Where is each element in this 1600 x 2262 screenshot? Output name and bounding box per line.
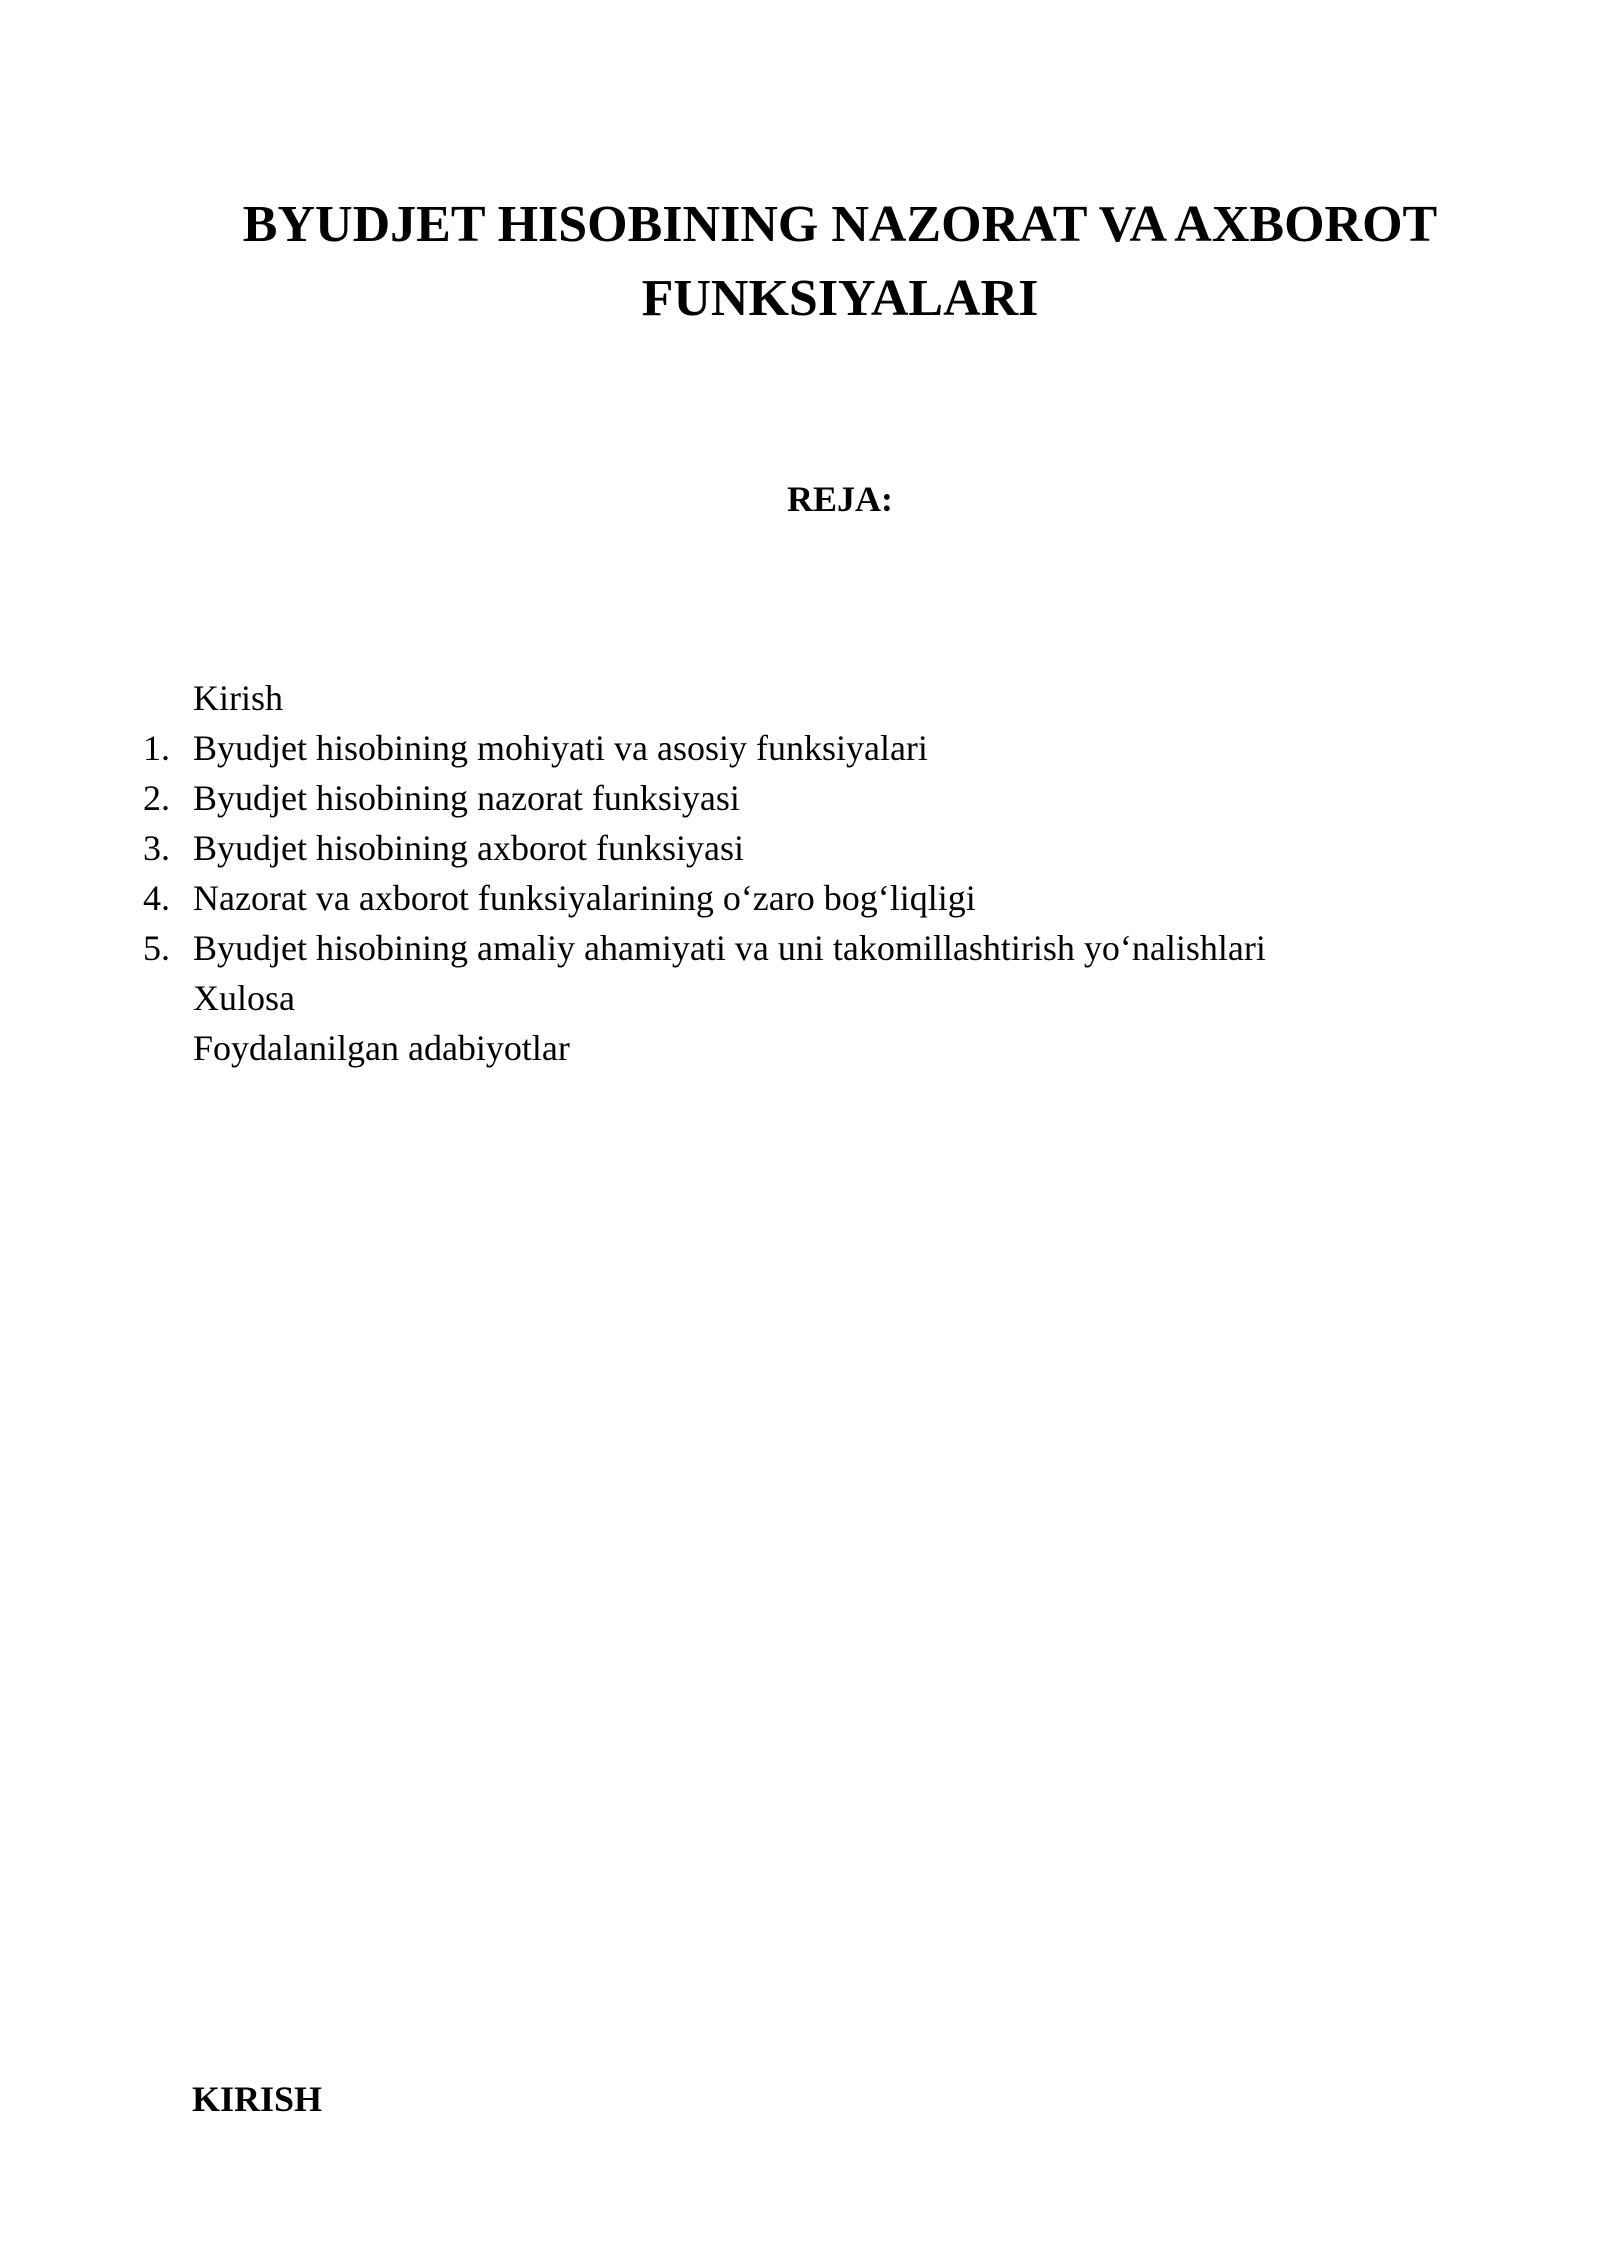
toc-item-1 — [0, 723, 1600, 773]
title-line-1: BYUDJET HISOBINING NAZORAT VA AXBOROT — [242, 196, 1438, 253]
toc-item-text: Xulosa — [193, 978, 295, 1018]
toc-item-text: Kirish — [193, 678, 283, 718]
toc-item-number: 5. — [143, 928, 170, 968]
toc-item-text: Foydalanilgan adabiyotlar — [193, 1028, 570, 1068]
toc-item-number: 2. — [143, 778, 170, 818]
toc-item-conclusion — [0, 973, 1600, 1023]
toc-item-number: 1. — [143, 728, 170, 768]
section-heading-introduction: KIRISH — [192, 2079, 323, 2119]
toc-item-5 — [0, 923, 1600, 973]
title-line-2: FUNKSIYALARI — [641, 270, 1039, 327]
toc-item-text: Byudjet hisobining amaliy ahamiyati va uni takomillashtirish yo‘nalishlari — [193, 928, 1266, 968]
toc-item-number: 3. — [143, 828, 170, 868]
toc-item-number: 4. — [143, 878, 170, 918]
document-title — [0, 188, 1600, 336]
toc-item-3 — [0, 823, 1600, 873]
toc-item-text: Nazorat va axborot funksiyalarining o‘zaro bog‘liqligi — [193, 878, 976, 918]
toc-item-references — [0, 1023, 1600, 1073]
plan-heading: REJA: — [787, 479, 893, 519]
toc-item-text: Byudjet hisobining axborot funksiyasi — [193, 828, 744, 868]
toc-item-text: Byudjet hisobining nazorat funksiyasi — [193, 778, 740, 818]
toc-item-introduction — [0, 673, 1600, 723]
toc-item-2 — [0, 773, 1600, 823]
table-of-contents — [0, 673, 1600, 1073]
toc-item-4 — [0, 873, 1600, 923]
toc-item-text: Byudjet hisobining mohiyati va asosiy funksiyalari — [193, 728, 928, 768]
